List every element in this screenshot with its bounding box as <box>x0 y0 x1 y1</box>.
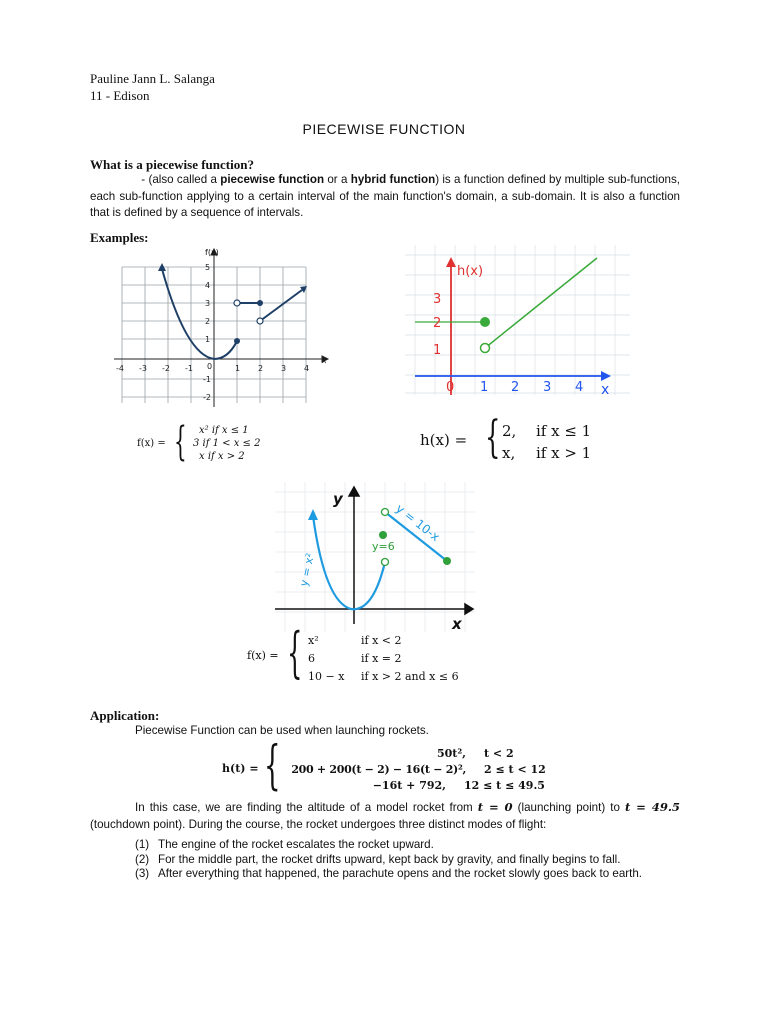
rocket-case <box>274 778 574 794</box>
flight-mode-item <box>135 838 680 853</box>
graph3-open-point <box>382 559 389 566</box>
graph3-case-value: 6 <box>308 652 315 665</box>
author-block <box>90 70 215 104</box>
flight-mode-item <box>135 867 680 882</box>
graph3-case <box>308 668 459 686</box>
graph3-case-value: x² <box>308 634 319 647</box>
graph2-xtick: 3 <box>543 380 552 395</box>
rocket-case-cond: t < 2 <box>484 747 514 760</box>
graph1-closed-point <box>257 300 263 306</box>
graph2-case-cond: if x ≤ 1 <box>536 422 592 440</box>
flight-mode-number: (1) <box>135 838 150 851</box>
graph1-figure <box>110 245 335 410</box>
graph2-xlabel: x <box>601 382 610 398</box>
graph1-x-ticks <box>116 362 309 373</box>
flight-mode-number: (2) <box>135 852 150 866</box>
definition-mid: or a <box>324 173 351 186</box>
rocket-case-value: −16t + 792, <box>372 779 446 792</box>
graph2-case-cond: if x > 1 <box>536 444 592 462</box>
graph1-xtick: -1 <box>185 364 193 373</box>
graph2-xtick: 4 <box>575 380 584 395</box>
graph3-formula-lhs: f(x) = <box>247 649 279 662</box>
graph1-case: x if x > 2 <box>199 451 245 462</box>
flight-mode-text: The engine of the rocket escalates the rocket upward. <box>158 838 434 851</box>
rocket-case-value: 50t², <box>436 747 466 760</box>
graph3-figure <box>275 482 475 632</box>
graph1-formula-lhs: f(x) = <box>137 438 166 449</box>
graph1-ytick: -1 <box>203 375 211 384</box>
graph1-ytick: 3 <box>205 299 211 308</box>
graph3-case <box>308 650 459 668</box>
graph1-xtick: 2 <box>258 364 264 373</box>
rocket-cases <box>274 746 574 794</box>
graph3-cases <box>308 632 459 686</box>
graph2-open-point <box>481 344 490 353</box>
graph3-case-value: 10 − x <box>308 670 345 683</box>
author-section: 11 - Edison <box>90 88 150 103</box>
definition-rest: ) is a function defined by multiple sub-functions, each sub-function applying to a certain interval of the main function's domain, a sub-domain. It is also a function that is defined by a sequence of intervals. <box>90 173 680 219</box>
graph1-xtick: -4 <box>116 364 124 373</box>
graph1-ytick: 5 <box>205 263 211 272</box>
rocket-paragraph-c: (touchdown point). During the course, the rocket undergoes three distinct modes of flight: <box>90 817 547 831</box>
graph2-brace: { <box>485 412 501 463</box>
rocket-case-cond: 2 ≤ t < 12 <box>484 763 546 776</box>
graph2-formula-lhs: h(x) = <box>420 431 468 449</box>
rocket-brace: { <box>264 736 281 796</box>
graph2-xtick: 0 <box>446 380 455 395</box>
graph3-case-cond: if x > 2 and x ≤ 6 <box>361 670 459 683</box>
graph1-ylabel: f(x) <box>205 248 219 257</box>
graph1-xtick: 3 <box>281 364 287 373</box>
page-title: PIECEWISE FUNCTION <box>302 121 466 137</box>
flight-mode-item <box>135 853 680 868</box>
application-text: Piecewise Function can be used when launching rockets. <box>135 724 429 737</box>
definition-term-piecewise: piecewise function <box>220 173 325 186</box>
graph2-xtick: 2 <box>511 380 520 395</box>
rocket-paragraph-a: In this case, we are finding the altitude of a model rocket from <box>135 801 478 814</box>
graph1-axes <box>114 249 328 407</box>
graph2-case-value: 2, <box>502 422 517 440</box>
graph3-ylabel: y <box>333 490 343 508</box>
graph2-cases <box>502 420 591 464</box>
graph1-xtick: -3 <box>139 364 147 373</box>
flight-mode-number: (3) <box>135 867 150 880</box>
graph2-case <box>502 420 591 442</box>
graph1-closed-point <box>234 338 240 344</box>
graph1-xtick: 4 <box>304 364 310 373</box>
graph1-linear-segment <box>260 290 302 321</box>
graph1-open-point <box>257 318 263 324</box>
graph3-open-point <box>382 509 389 516</box>
graph1-xtick: 1 <box>235 364 241 373</box>
graph3-case-cond: if x < 2 <box>361 634 402 647</box>
graph3-brace: { <box>287 621 303 684</box>
graph1-ytick: 4 <box>205 281 211 290</box>
graph2-y-ticks <box>433 292 441 358</box>
graph2-case <box>502 442 591 464</box>
graph1-xlabel: x <box>322 356 327 365</box>
graph3-closed-point <box>379 531 387 539</box>
graph1-case: x² if x ≤ 1 <box>199 425 249 436</box>
graph3-xlabel: x <box>452 615 462 632</box>
rocket-paragraph-t0: t = 0 <box>477 800 513 814</box>
graph2-ytick: 2 <box>433 316 442 331</box>
rocket-formula-lhs: h(t) = <box>222 762 259 775</box>
rocket-paragraph <box>90 799 680 833</box>
graph2-xtick: 1 <box>480 380 489 395</box>
examples-label: Examples: <box>90 230 149 245</box>
graph2-ytick: 3 <box>433 292 442 307</box>
definition-paragraph <box>90 172 680 222</box>
graph1-xtick: -2 <box>162 364 170 373</box>
question-heading: What is a piecewise function? <box>90 157 254 172</box>
graph3-curve-label: y=6 <box>372 540 395 553</box>
graph3-curve-label: y = x² <box>297 552 317 588</box>
flight-modes-list <box>135 838 680 882</box>
graph2-ytick: 1 <box>433 343 442 358</box>
graph3-closed-point <box>443 557 451 565</box>
graph3-curve-label: y = 10-x <box>393 501 443 545</box>
rocket-case <box>274 746 574 762</box>
graph2-ylabel: h(x) <box>457 264 484 279</box>
graph1-curves <box>158 263 307 359</box>
graph3-parabola <box>313 516 385 609</box>
graph1-parabola <box>162 269 237 359</box>
graph3-case <box>308 632 459 650</box>
definition-lead: - (also called a <box>138 173 221 186</box>
graph1-case: 3 if 1 < x ≤ 2 <box>193 438 261 449</box>
flight-mode-text: For the middle part, the rocket drifts upward, kept back by gravity, and finally begins to fall. <box>158 852 621 866</box>
author-name: Pauline Jann L. Salanga <box>90 71 215 86</box>
graph1-brace: { <box>174 419 187 465</box>
definition-term-hybrid: hybrid function <box>350 173 436 186</box>
graph2-figure <box>405 245 630 400</box>
graph1-ytick: 1 <box>205 335 211 344</box>
graph1-ytick: 2 <box>205 317 211 326</box>
application-label: Application: <box>90 708 160 723</box>
rocket-case-value: 200 + 200(t − 2) − 16(t − 2)², <box>291 763 466 776</box>
graph2-closed-point <box>480 317 490 327</box>
flight-mode-text: After everything that happened, the parachute opens and the rocket slowly goes back to earth. <box>158 867 643 880</box>
rocket-case-cond: 12 ≤ t ≤ 49.5 <box>464 779 545 792</box>
graph1-open-point <box>234 300 240 306</box>
rocket-paragraph-t1: t = 49.5 <box>624 800 680 814</box>
graph2-case-value: x, <box>502 444 516 462</box>
rocket-case <box>274 762 574 778</box>
graph1-ytick: -2 <box>203 393 211 402</box>
graph3-case-cond: if x = 2 <box>361 652 402 665</box>
rocket-paragraph-b: (launching point) to <box>512 801 625 814</box>
graph1-y-ticks <box>203 263 211 402</box>
graph1-xtick: 0 <box>207 362 213 371</box>
graph1-cases <box>193 424 260 463</box>
